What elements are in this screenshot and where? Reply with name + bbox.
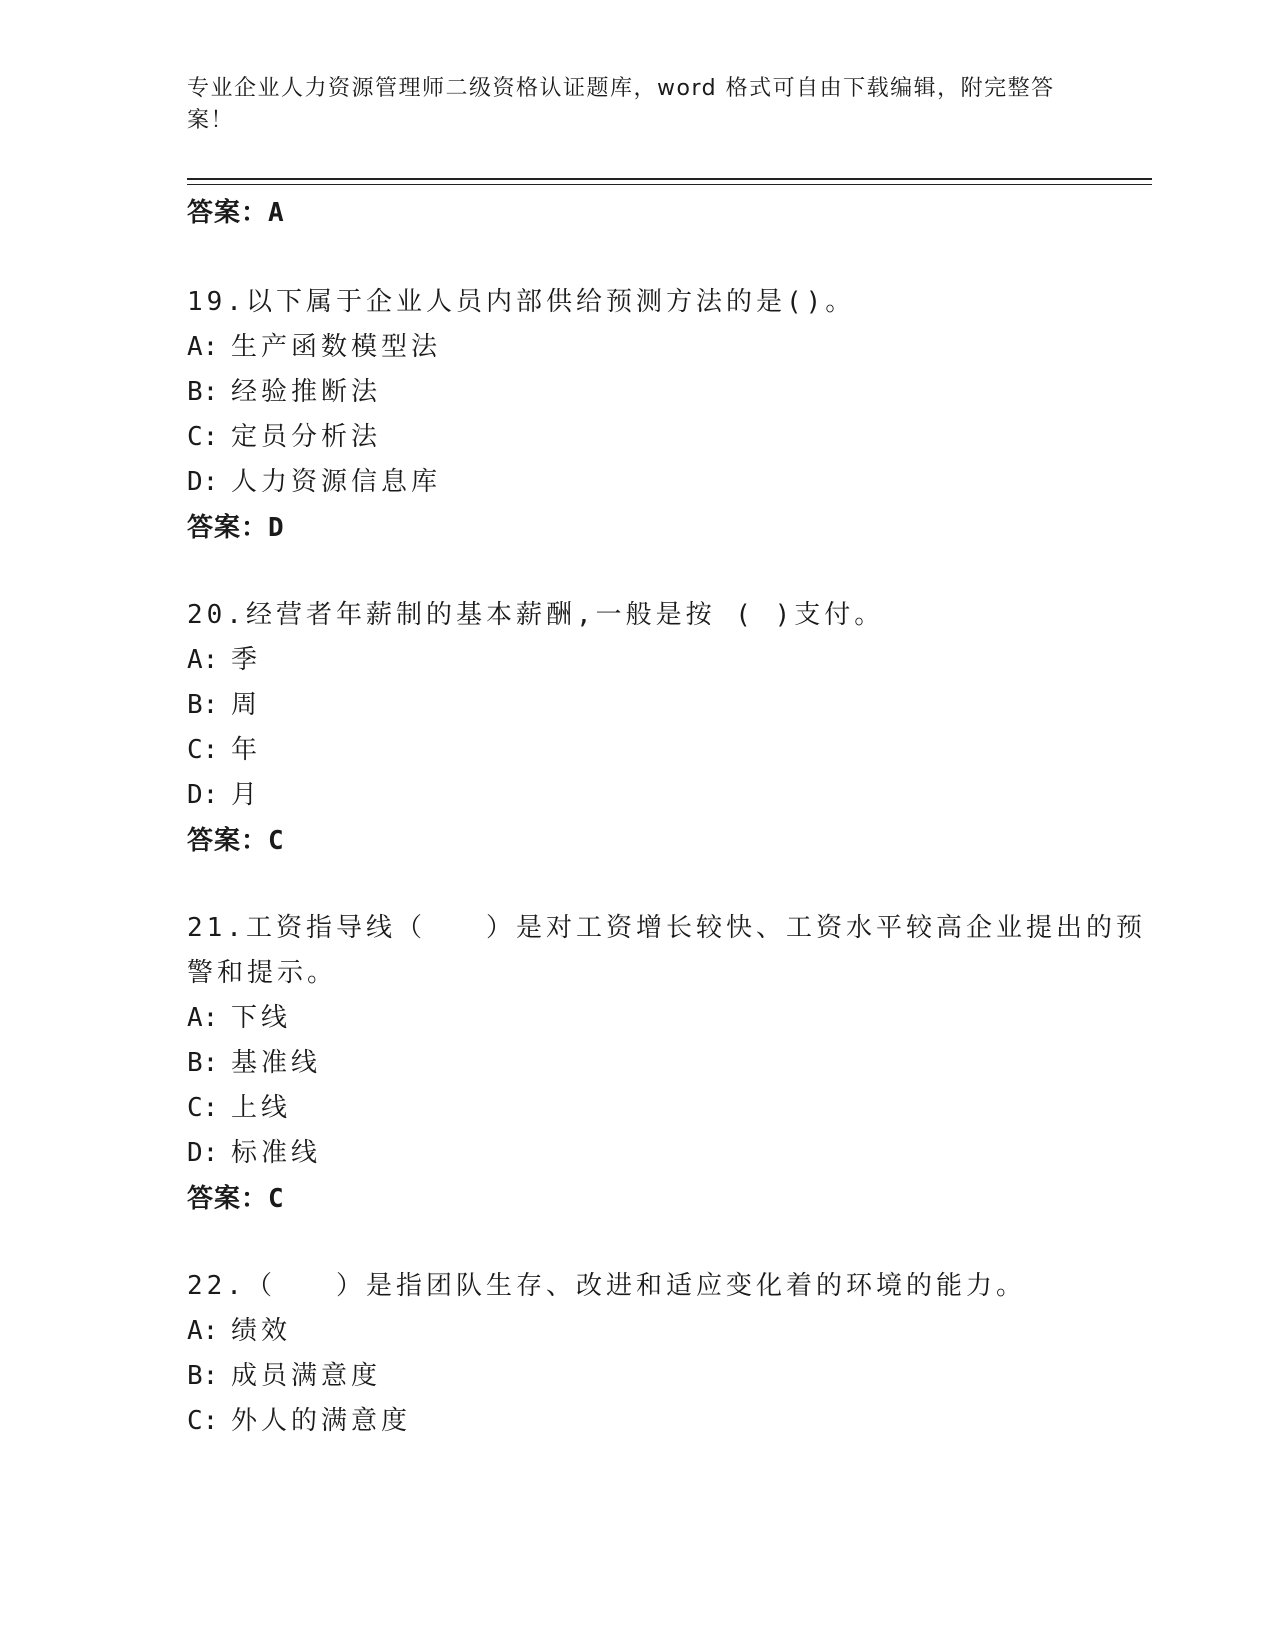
answer-line — [187, 505, 1147, 551]
option-text: 绩效 — [231, 1316, 292, 1346]
option-key: C: — [187, 1093, 219, 1123]
option-a — [187, 638, 1147, 683]
option-b — [187, 1041, 1147, 1086]
answer-value: A — [268, 198, 285, 228]
option-key: D: — [187, 780, 219, 810]
question-19 — [187, 280, 1147, 551]
option-key: D: — [187, 467, 219, 497]
option-text: 外人的满意度 — [231, 1406, 412, 1436]
option-a — [187, 996, 1147, 1041]
answer-value: D — [268, 513, 285, 543]
answer-line — [187, 190, 1147, 236]
option-text: 人力资源信息库 — [231, 467, 442, 497]
answer-line — [187, 1176, 1147, 1222]
option-text: 基准线 — [231, 1048, 322, 1078]
option-b — [187, 370, 1147, 415]
option-key: D: — [187, 1138, 219, 1168]
option-a — [187, 1309, 1147, 1354]
question-21 — [187, 906, 1147, 1222]
option-key: A: — [187, 1316, 219, 1346]
option-c — [187, 1086, 1147, 1131]
question-stem: 22.（ ）是指团队生存、改进和适应变化着的环境的能力。 — [187, 1271, 1026, 1301]
document-intro: 专业企业人力资源管理师二级资格认证题库，word 格式可自由下载编辑，附完整答案！ — [187, 76, 1055, 133]
answer-label: 答案： — [187, 1184, 269, 1214]
option-text: 季 — [231, 645, 262, 675]
option-key: B: — [187, 377, 219, 407]
option-key: C: — [187, 422, 219, 452]
question-stem: 20.经营者年薪制的基本薪酬,一般是按 ( )支付。 — [187, 600, 885, 630]
answer-label: 答案： — [187, 198, 269, 228]
question-stem: 19.以下属于企业人员内部供给预测方法的是()。 — [187, 287, 856, 317]
option-text: 上线 — [231, 1093, 292, 1123]
option-b — [187, 683, 1147, 728]
option-key: C: — [187, 735, 219, 765]
answer-label: 答案： — [187, 513, 269, 543]
option-key: A: — [187, 332, 219, 362]
question-22 — [187, 1264, 1147, 1444]
option-key: B: — [187, 1048, 219, 1078]
option-a — [187, 325, 1147, 370]
question-list — [187, 190, 1147, 1444]
option-text: 周 — [231, 690, 262, 720]
option-text: 年 — [231, 735, 262, 765]
answer-value: C — [268, 826, 285, 856]
option-key: C: — [187, 1406, 219, 1436]
option-text: 标准线 — [231, 1138, 322, 1168]
option-d — [187, 1131, 1147, 1176]
option-text: 下线 — [231, 1003, 292, 1033]
option-text: 经验推断法 — [231, 377, 382, 407]
answer-line — [187, 818, 1147, 864]
option-d — [187, 773, 1147, 818]
answer-label: 答案： — [187, 826, 269, 856]
option-text: 定员分析法 — [231, 422, 382, 452]
option-text: 月 — [231, 780, 262, 810]
option-key: A: — [187, 1003, 219, 1033]
option-c — [187, 415, 1147, 460]
answer-value: C — [268, 1184, 285, 1214]
option-key: A: — [187, 645, 219, 675]
option-key: B: — [187, 1361, 219, 1391]
question-20 — [187, 593, 1147, 864]
option-c — [187, 728, 1147, 773]
option-d — [187, 460, 1147, 505]
question-stem: 21.工资指导线（ ）是对工资增长较快、工资水平较高企业提出的预警和提示。 — [187, 913, 1146, 988]
header-rule-thick — [187, 178, 1152, 180]
header-rule-thin — [187, 184, 1152, 185]
option-key: B: — [187, 690, 219, 720]
option-c — [187, 1399, 1147, 1444]
option-text: 成员满意度 — [231, 1361, 382, 1391]
option-text: 生产函数模型法 — [231, 332, 442, 362]
option-b — [187, 1354, 1147, 1399]
